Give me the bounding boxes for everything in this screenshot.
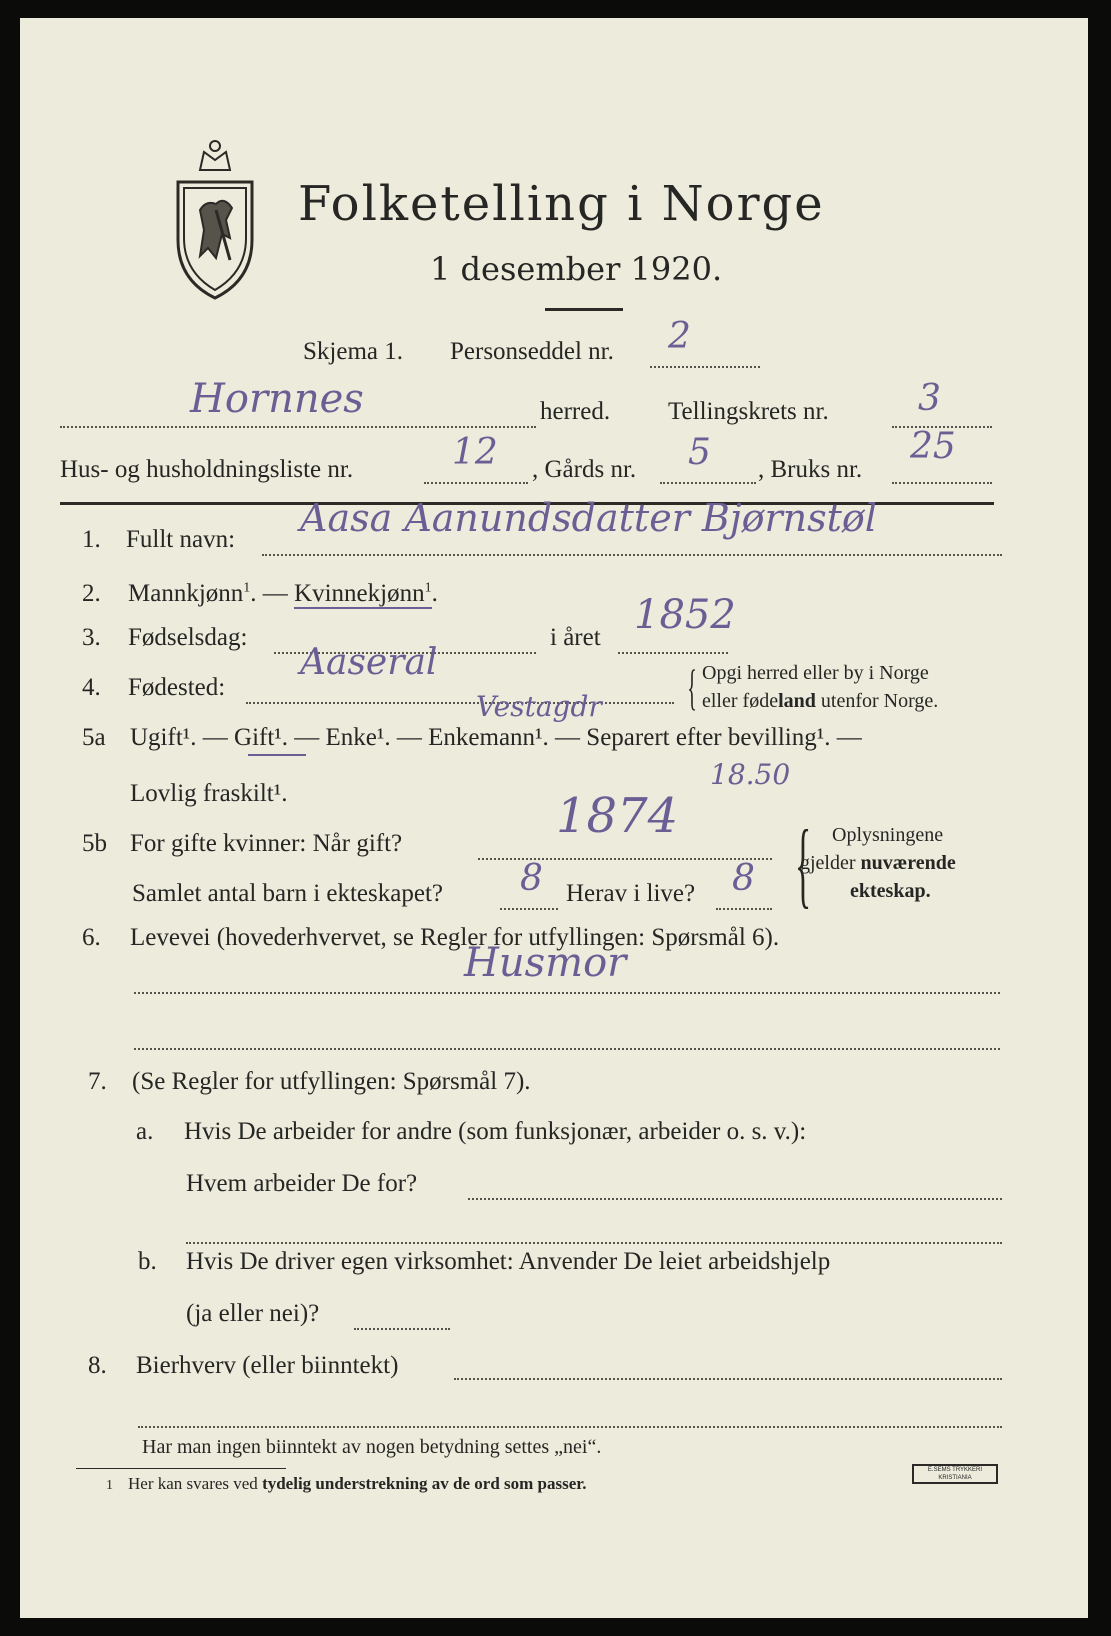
q5b-value-3: 8: [732, 858, 755, 899]
q6-number: 6.: [82, 924, 101, 951]
q2-sup-a: 1: [243, 580, 251, 596]
q6-line-2: [134, 1048, 1000, 1050]
q1-value: Aasa Aanundsdatter Bjørnstøl: [300, 496, 877, 540]
herred-label: herred.: [540, 398, 611, 425]
q5a-options-2: Lovlig fraskilt¹.: [130, 780, 288, 807]
q2-options: [128, 580, 438, 608]
q2-option-male: Mannkjønn: [128, 580, 244, 607]
herred-value: Hornnes: [190, 376, 364, 422]
tellingskrets-label: Tellingskrets nr.: [668, 398, 829, 425]
gaards-line: [660, 482, 756, 484]
census-form: [20, 18, 1088, 1618]
personseddel-value: 2: [668, 316, 691, 357]
q5b-label-3: Herav i live?: [566, 880, 696, 907]
tellingskrets-value: 3: [918, 378, 941, 419]
q2-number: 2.: [82, 580, 101, 607]
q7-number: 7.: [88, 1068, 107, 1095]
bruks-line: [892, 482, 992, 484]
q4-brace: {: [687, 659, 697, 715]
q4-line: [246, 702, 674, 704]
herred-line: [60, 426, 536, 428]
q4-label: Fødested:: [128, 674, 226, 701]
q5b-note-3: ekteskap.: [850, 880, 931, 902]
form-title: Folketelling i Norge: [298, 176, 825, 232]
q3-value: 1852: [634, 592, 736, 638]
bruks-label: , Bruks nr.: [758, 456, 863, 483]
q2-option-female: Kvinnekjønn$^1$: [294, 580, 432, 607]
q3-label: Fødselsdag:: [128, 624, 248, 651]
q5a-note: 18.50: [710, 758, 791, 791]
q5b-value: 1874: [556, 788, 679, 844]
q7-label: (Se Regler for utfyllingen: Spørsmål 7).: [132, 1068, 531, 1095]
gaards-label: , Gårds nr.: [532, 456, 637, 483]
q4-note-2: eller fødeland utenfor Norge.: [702, 690, 939, 712]
q5a-gift-underline: [248, 754, 306, 756]
q4-value: Aaseral: [300, 642, 438, 683]
footnote-rule: [76, 1468, 286, 1469]
q5b-brace: {: [794, 810, 812, 917]
q5b-number: 5b: [82, 830, 107, 857]
q7b-label: Hvis De driver egen virksomhet: Anvender De leiet arbeidshjelp: [186, 1248, 831, 1275]
q1-number: 1.: [82, 526, 101, 553]
title-divider: [545, 308, 623, 311]
q8-line-1: [454, 1378, 1002, 1380]
q7b-label-2: (ja eller nei)?: [186, 1300, 320, 1327]
q7a-label-2: Hvem arbeider De for?: [186, 1170, 418, 1197]
q7a-number: a.: [136, 1118, 154, 1145]
personseddel-label: Personseddel nr.: [450, 338, 614, 365]
personseddel-line: [650, 366, 760, 368]
hus-value: 12: [452, 432, 498, 473]
printer-stamp: E.SEMS TRYKKERI KRISTIANIA: [912, 1464, 998, 1484]
q7a-line-2: [186, 1242, 1002, 1244]
q3-year-line: [618, 652, 728, 654]
note-nei: Har man ingen biinntekt av nogen betydning settes „nei“.: [142, 1436, 602, 1458]
q5a-options: Ugift¹. — Gift¹. — Enke¹. — Enkemann¹. — Separert efter bevilling¹. —: [130, 724, 862, 751]
q6-line-1: [134, 992, 1000, 994]
coat-of-arms-icon: [170, 130, 260, 300]
bruks-value: 25: [910, 426, 956, 467]
q7b-line: [354, 1328, 450, 1330]
form-date: 1 desember 1920.: [430, 250, 723, 288]
q4-value-region: Vestagdr: [476, 690, 602, 723]
q5a-number: 5a: [82, 724, 106, 751]
q8-number: 8.: [88, 1352, 107, 1379]
hus-label: Hus- og husholdningsliste nr.: [60, 456, 354, 483]
q4-note-1: Opgi herred eller by i Norge: [702, 662, 929, 684]
q8-label: Bierhverv (eller biinntekt): [136, 1352, 399, 1379]
q5b-note-2: gjelder nuværende: [800, 852, 956, 874]
q5b-label: For gifte kvinner: Når gift?: [130, 830, 403, 857]
q5b-value-2: 8: [520, 858, 543, 899]
q5b-label-2: Samlet antal barn i ekteskapet?: [132, 880, 443, 907]
q3-year-label: i året: [550, 624, 601, 651]
footnote-number: 1: [106, 1478, 113, 1493]
q7b-number: b.: [138, 1248, 157, 1275]
q6-value: Husmor: [464, 940, 627, 986]
gaards-value: 5: [688, 432, 711, 473]
q3-number: 3.: [82, 624, 101, 651]
q5b-line-3: [716, 908, 772, 910]
hus-line: [424, 482, 528, 484]
q7a-line-1: [468, 1198, 1002, 1200]
q8-line-2: [138, 1426, 1002, 1428]
footnote-text: Her kan svares ved tydelig understrekning av de ord som passer.: [128, 1474, 587, 1493]
skjema-label: Skjema 1.: [303, 338, 403, 365]
q1-label: Fullt navn:: [126, 526, 236, 553]
q6-label: Levevei (hovederhvervet, se Regler for utfyllingen: Spørsmål 6).: [130, 924, 780, 951]
q2-dash: . —: [250, 580, 288, 607]
q5b-note-1: Oplysningene: [832, 824, 944, 846]
q1-line: [262, 554, 1002, 556]
q4-number: 4.: [82, 674, 101, 701]
q7a-label: Hvis De arbeider for andre (som funksjonær, arbeider o. s. v.):: [184, 1118, 807, 1145]
q5b-line-2: [500, 908, 558, 910]
q2-end: .: [431, 580, 438, 607]
